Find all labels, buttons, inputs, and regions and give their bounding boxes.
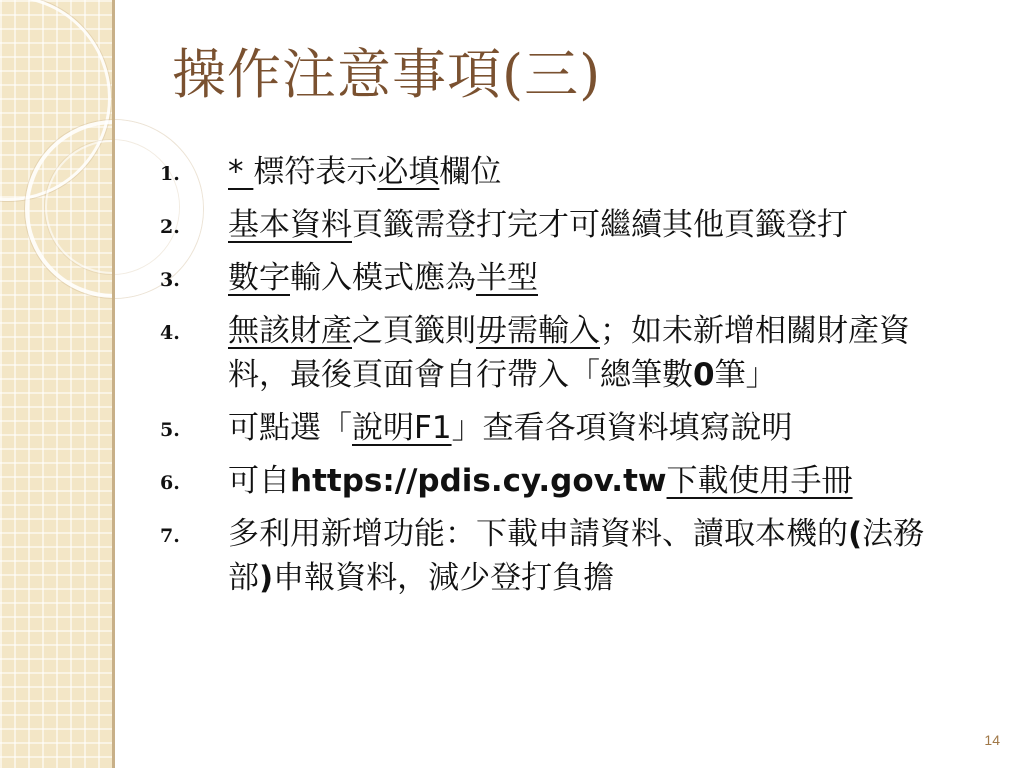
underlined-text: 基本資料	[228, 207, 352, 243]
list-item-number: 2.	[160, 216, 180, 238]
notes-list	[160, 150, 960, 609]
list-item-text: )	[259, 560, 274, 596]
list-item-text: 可點選「	[228, 410, 352, 446]
page-number: 14	[984, 732, 1000, 748]
underlined-text: *	[228, 154, 254, 190]
underlined-text: 半型	[476, 260, 538, 296]
sidebar-divider	[112, 0, 115, 768]
list-item-number: 7.	[160, 525, 180, 547]
list-item-number: 6.	[160, 472, 180, 494]
list-item-text: 輸入模式應為	[290, 260, 476, 296]
underlined-text: 下載使用手冊	[666, 463, 853, 499]
list-item-text: 法務部	[228, 516, 925, 596]
list-item-text: 欄位	[439, 154, 502, 190]
list-item-text: 可自	[228, 463, 290, 499]
underlined-text: 數字	[228, 260, 290, 296]
list-item	[160, 512, 960, 600]
list-item-number: 5.	[160, 419, 180, 441]
list-item-text: ；如未新增相關財產資料，最後頁面會自行帶入「總筆數	[228, 313, 910, 393]
list-item	[160, 150, 960, 194]
list-item-text: 之頁籤則	[352, 313, 476, 349]
underlined-text: 無該財產	[228, 313, 352, 349]
list-item-text: 」查看各項資料填寫說明	[451, 410, 793, 446]
list-item-text: 筆」	[714, 357, 777, 393]
list-item	[160, 203, 960, 247]
underlined-text: 必填	[377, 154, 440, 190]
list-item	[160, 459, 960, 503]
list-item-text: 頁籤需登打完才可繼續其他頁籤登打	[352, 207, 848, 243]
list-item-text: (	[848, 516, 863, 552]
decorative-sidebar	[0, 0, 112, 768]
slide-title: 操作注意事項(三)	[172, 43, 602, 106]
list-item-text: 多利用新增功能：下載申請資料、讀取本機的	[228, 516, 848, 552]
list-item-number: 1.	[160, 163, 180, 185]
list-item	[160, 256, 960, 300]
list-item	[160, 406, 960, 450]
list-item-text: https://pdis.cy.gov.tw	[290, 463, 667, 499]
list-item-number: 4.	[160, 322, 180, 344]
list-item-text: 申報資料，減少登打負擔	[273, 560, 615, 596]
list-item-text: 0	[693, 357, 715, 393]
list-item	[160, 309, 960, 397]
underlined-text: 毋需輸入	[476, 313, 600, 349]
underlined-text: 說明F1	[352, 410, 452, 446]
list-item-number: 3.	[160, 269, 180, 291]
list-item-text: 標符表示	[253, 154, 378, 190]
